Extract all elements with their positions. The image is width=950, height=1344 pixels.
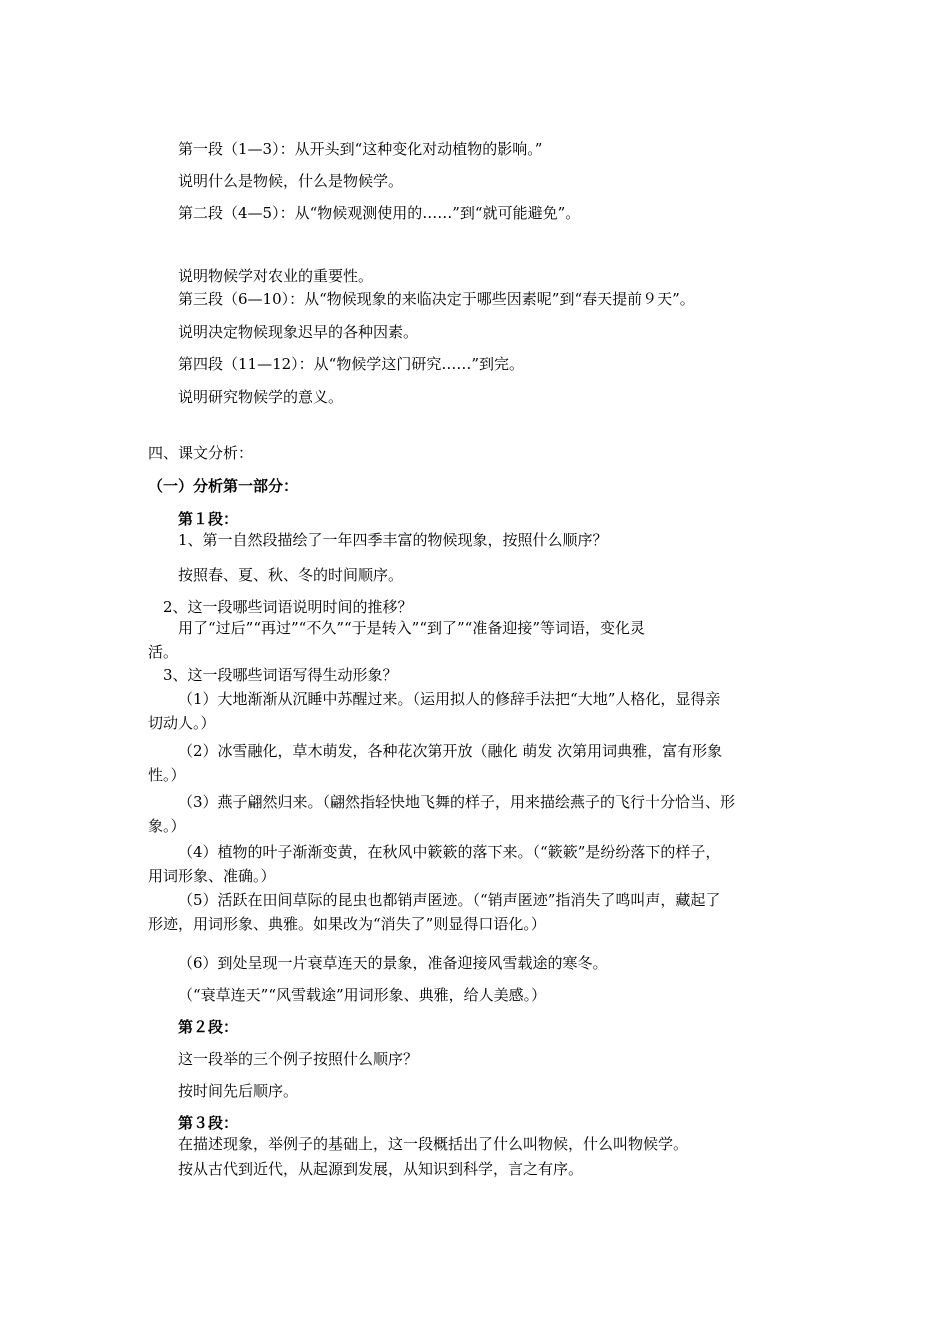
s3-line1: 在描述现象，举例子的基础上，这一段概括出了什么叫物候，什么叫物候学。 xyxy=(178,1135,689,1153)
outline-p2-title: 第二段（4—5）：从“物候观测使用的……”到“就可能避免”。 xyxy=(178,204,581,222)
s1-a2-l2: 活。 xyxy=(148,643,179,661)
outline-p3-title: 第三段（6—10）：从“物候现象的来临决定于哪些因素呢”到“春天提前９天”。 xyxy=(178,290,695,308)
s1-item6-l1: （6）到处呈现一片衰草连天的景象，准备迎接风雪载途的寒冬。 xyxy=(178,954,608,972)
outline-p3-desc: 说明决定物候现象迟早的各种因素。 xyxy=(178,323,419,341)
outline-p2-desc: 说明物候学对农业的重要性。 xyxy=(178,267,374,285)
s1-q3: 3、这一段哪些词语写得生动形象？ xyxy=(163,666,398,684)
s1-item6-l2: （“衰草连天”“风雪载途”用词形象、典雅，给人美感。） xyxy=(178,986,547,1004)
s2-title: 第２段： xyxy=(178,1018,239,1036)
outline-p4-desc: 说明研究物候学的意义。 xyxy=(178,388,344,406)
s1-item2-l1: （2）冰雪融化，草木萌发，各种花次第开放（融化 萌发 次第用词典雅，富有形象 xyxy=(178,742,723,760)
s1-item1-l2: 切动人。） xyxy=(148,714,216,732)
s1-item5-l2: 形迹，用词形象、典雅。如果改为“消失了”则显得口语化。） xyxy=(148,915,546,933)
s1-item3-l2: 象。） xyxy=(148,817,186,835)
s1-item3-l1: （3）燕子翩然归来。（翩然指轻快地飞舞的样子，用来描绘燕子的飞行十分恰当、形 xyxy=(178,793,736,811)
outline-p1-desc: 说明什么是物候，什么是物候学。 xyxy=(178,172,404,190)
s1-q2: 2、这一段哪些词语说明时间的推移？ xyxy=(163,598,413,616)
s1-q1: 1、第一自然段描绘了一年四季丰富的物候现象，按照什么顺序？ xyxy=(178,531,608,549)
outline-p1-title: 第一段（1—3）：从开头到“这种变化对动植物的影响。” xyxy=(178,140,543,158)
part1-heading: （一）分析第一部分： xyxy=(148,477,299,495)
s1-item1-l1: （1）大地渐渐从沉睡中苏醒过来。（运用拟人的修辞手法把“大地”人格化，显得亲 xyxy=(178,690,721,708)
s1-title: 第１段： xyxy=(178,510,239,528)
s1-item4-l2: 用词形象、准确。） xyxy=(148,867,276,885)
s1-item2-l2: 性。） xyxy=(148,766,186,784)
outline-p4-title: 第四段（11—12）：从“物候学这门研究……”到完。 xyxy=(178,355,525,373)
s2-question: 这一段举的三个例子按照什么顺序？ xyxy=(178,1050,419,1068)
s1-a2-l1: 用了“过后”“再过”“不久”“于是转入”“到了”“准备迎接”等词语，变化灵 xyxy=(178,619,646,637)
s3-line2: 按从古代到近代，从起源到发展，从知识到科学，言之有序。 xyxy=(178,1160,584,1178)
s1-item5-l1: （5）活跃在田间草际的昆虫也都销声匿迹。（“销声匿迹”指消失了鸣叫声，藏起了 xyxy=(178,891,721,909)
s1-a1: 按照春、夏、秋、冬的时间顺序。 xyxy=(178,566,404,584)
section-heading: 四、课文分析： xyxy=(148,444,254,462)
s1-item4-l1: （4）植物的叶子渐渐变黄，在秋风中簌簌的落下来。（“簌簌”是纷纷落下的样子， xyxy=(178,843,721,861)
s3-title: 第３段： xyxy=(178,1114,239,1132)
s2-answer: 按时间先后顺序。 xyxy=(178,1082,299,1100)
